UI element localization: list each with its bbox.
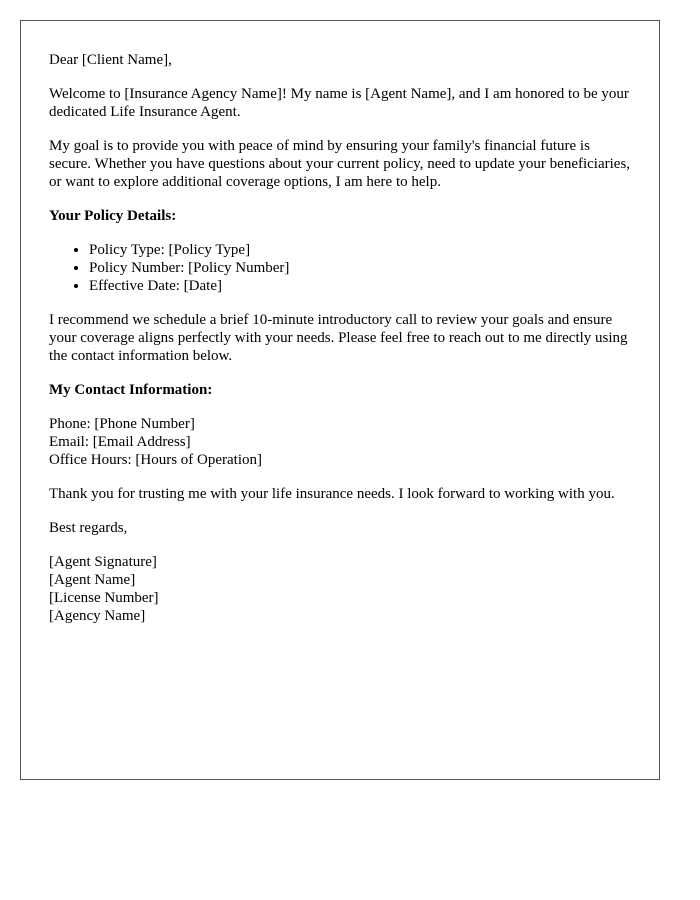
policy-type-item: • Policy Type: [Policy Type] xyxy=(89,241,631,259)
office-hours-line: Office Hours: [Hours of Operation] xyxy=(49,452,262,468)
greeting: Dear [Client Name], xyxy=(49,52,172,68)
letter-page xyxy=(20,20,660,780)
license-number-line: [License Number] xyxy=(49,590,159,606)
policy-details-list xyxy=(49,241,631,295)
policy-number-item: • Policy Number: [Policy Number] xyxy=(89,259,631,277)
effective-date-item: • Effective Date: [Date] xyxy=(89,277,631,295)
agent-name-line: [Agent Name] xyxy=(49,572,136,588)
recommendation-paragraph: I recommend we schedule a brief 10-minute introductory call to review your goals and ensure your coverage aligns perfectly with your needs. Please feel free to reach out to me directly using the contact information below. xyxy=(49,312,628,364)
welcome-paragraph: Welcome to [Insurance Agency Name]! My name is [Agent Name], and I am honored to be your dedicated Life Insurance Agent. xyxy=(49,86,629,120)
agent-signature-line: [Agent Signature] xyxy=(49,554,157,570)
phone-line: Phone: [Phone Number] xyxy=(49,416,195,432)
signature-block xyxy=(49,553,631,625)
goal-paragraph: My goal is to provide you with peace of mind by ensuring your family's financial future is secure. Whether you have questions about your current policy, need to update your beneficiaries, or want to explore additional coverage options, I am here to help. xyxy=(49,138,631,190)
contact-information-block xyxy=(49,415,631,469)
email-line: Email: [Email Address] xyxy=(49,434,191,450)
contact-information-heading: My Contact Information: xyxy=(49,382,213,398)
closing-line: Best regards, xyxy=(49,520,128,536)
agency-name-line: [Agency Name] xyxy=(49,608,146,624)
thank-you-paragraph: Thank you for trusting me with your life insurance needs. I look forward to working with you. xyxy=(49,486,615,502)
policy-details-heading: Your Policy Details: xyxy=(49,208,177,224)
